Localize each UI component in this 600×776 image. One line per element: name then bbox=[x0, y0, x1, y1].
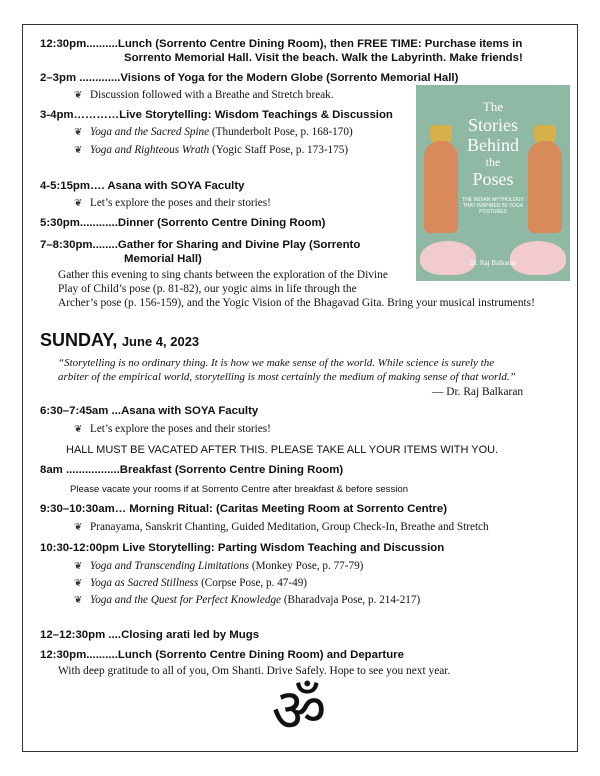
schedule-item-lunch: 12:30pm..........Lunch (Sorrento Centre Dining Room), then FREE TIME: Purchase items in bbox=[40, 38, 523, 50]
bullet-sacred-stillness: ❦ Yoga as Sacred Stillness (Corpse Pose, p. 47-49) bbox=[74, 577, 308, 589]
schedule-item-closing-arati: 12–12:30pm ....Closing arati led by Mugs bbox=[40, 629, 260, 641]
book-title-line: Poses bbox=[472, 169, 514, 189]
gather-paragraph-line-1: Gather this evening to sing chants between the exploration of the Divine bbox=[58, 269, 388, 281]
quote-line-2: arbiter of the empirical world, storytelling is most certainly the medium of making sense of that world.” bbox=[58, 371, 516, 383]
bullet-sunday-explore: ❦ Let’s explore the poses and their stories! bbox=[74, 423, 271, 435]
quote-attribution: — Dr. Raj Balkaran bbox=[432, 386, 524, 398]
lotus-right bbox=[510, 241, 566, 275]
schedule-item-visions: 2–3pm .............Visions of Yoga for the Modern Globe (Sorrento Memorial Hall) bbox=[40, 72, 459, 84]
breakfast-note: Please vacate your rooms if at Sorrento Centre after breakfast & before session bbox=[70, 484, 409, 495]
schedule-item-breakfast: 8am .................Breakfast (Sorrento Centre Dining Room) bbox=[40, 464, 344, 476]
schedule-item-parting-wisdom: 10:30-12:00pm Live Storytelling: Parting Wisdom Teaching and Discussion bbox=[40, 542, 445, 554]
gather-paragraph-line-2: Play of Child’s pose (p. 81-82), our yogic aims in life through the bbox=[58, 283, 357, 295]
book-title-line: Behind bbox=[467, 135, 519, 155]
bullet-explore-poses: ❦ Let’s explore the poses and their stories! bbox=[74, 197, 271, 209]
fleuron-icon: ❦ bbox=[74, 90, 83, 101]
schedule-item-asana: 4-5:15pm…. Asana with SOYA Faculty bbox=[40, 180, 245, 192]
schedule-item-sunday-asana: 6:30–7:45am ...Asana with SOYA Faculty bbox=[40, 405, 259, 417]
schedule-item-gather-cont: Memorial Hall) bbox=[124, 253, 202, 265]
book-title-line: The bbox=[482, 99, 504, 114]
farewell-note: With deep gratitude to all of you, Om Shanti. Drive Safely. Hope to see you next year. bbox=[58, 665, 451, 677]
day-heading: SUNDAY, June 4, 2023 bbox=[40, 330, 200, 350]
book-subtitle: THE INDIAN MYTHOLOGY THAT INSPIRED 50 YOGA POSTURES bbox=[462, 197, 524, 215]
schedule-item-dinner: 5:30pm............Dinner (Sorrento Centre Dining Room) bbox=[40, 217, 326, 229]
fleuron-icon: ❦ bbox=[74, 145, 83, 156]
book-title-line: Stories bbox=[467, 115, 518, 135]
fleuron-icon: ❦ bbox=[74, 424, 83, 435]
bullet-pranayama: ❦ Pranayama, Sanskrit Chanting, Guided Meditation, Group Check-In, Breathe and Stretch bbox=[74, 521, 489, 533]
schedule-item-departure-lunch: 12:30pm..........Lunch (Sorrento Centre Dining Room) and Departure bbox=[40, 649, 404, 661]
bullet-righteous-wrath: ❦ Yoga and Righteous Wrath (Yogic Staff Pose, p. 173-175) bbox=[74, 144, 349, 156]
lotus-left bbox=[420, 241, 476, 275]
bullet-sacred-spine: ❦ Yoga and the Sacred Spine (Thunderbolt Pose, p. 168-170) bbox=[74, 126, 353, 138]
fleuron-icon: ❦ bbox=[74, 561, 83, 572]
fleuron-icon: ❦ bbox=[74, 522, 83, 533]
schedule-item-lunch-cont: Sorrento Memorial Hall. Visit the beach. Walk the Labyrinth. Make friends! bbox=[124, 52, 523, 64]
om-icon: ॐ bbox=[271, 676, 327, 746]
bullet-discussion: ❦ Discussion followed with a Breathe and Stretch break. bbox=[74, 89, 334, 101]
quote-line-1: “Storytelling is no ordinary thing. It is how we make sense of the world. While science is surely the bbox=[58, 357, 495, 369]
bullet-transcending-limitations: ❦ Yoga and Transcending Limitations (Monkey Pose, p. 77-79) bbox=[74, 560, 364, 572]
fleuron-icon: ❦ bbox=[74, 595, 83, 606]
book-author: Dr. Raj Balkaran bbox=[469, 259, 517, 267]
fleuron-icon: ❦ bbox=[74, 198, 83, 209]
vacate-notice: HALL MUST BE VACATED AFTER THIS. PLEASE TAKE ALL YOUR ITEMS WITH YOU. bbox=[66, 444, 499, 456]
schedule-item-morning-ritual: 9:30–10:30am… Morning Ritual: (Caritas Meeting Room at Sorrento Centre) bbox=[40, 503, 447, 515]
fleuron-icon: ❦ bbox=[74, 578, 83, 589]
bullet-perfect-knowledge: ❦ Yoga and the Quest for Perfect Knowledge (Bharadvaja Pose, p. 214-217) bbox=[74, 594, 421, 606]
schedule-item-live-storytelling: 3-4pm…………Live Storytelling: Wisdom Teachings & Discussion bbox=[40, 109, 393, 121]
fleuron-icon: ❦ bbox=[74, 127, 83, 138]
schedule-item-gather: 7–8:30pm........Gather for Sharing and Divine Play (Sorrento bbox=[40, 239, 361, 251]
book-title-line: the bbox=[485, 155, 501, 169]
book-cover-image bbox=[416, 85, 570, 281]
gather-paragraph-line-3: Archer’s pose (p. 156-159), and the Yogic Vision of the Bhagavad Gita. Bring your musical instruments! bbox=[58, 297, 535, 309]
